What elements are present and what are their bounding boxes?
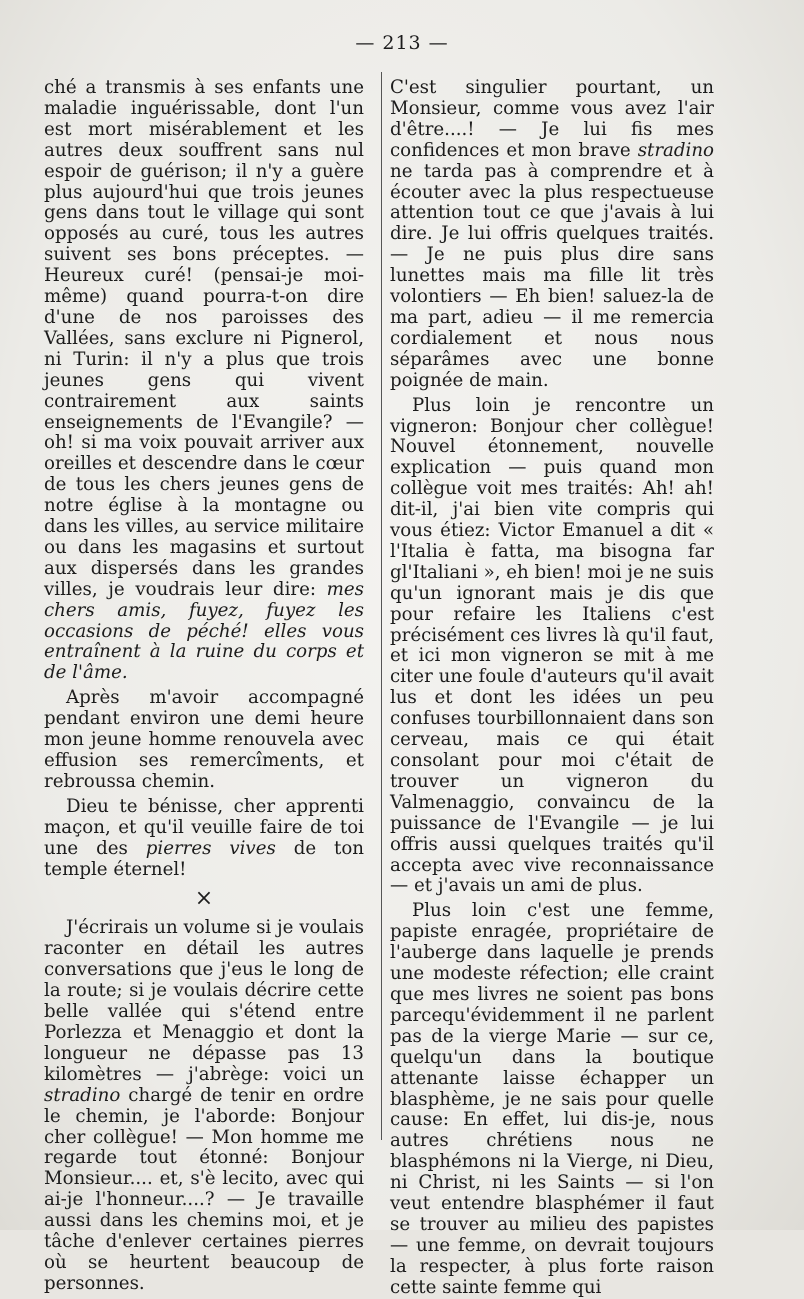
- paragraph-text: ne tarda pas à comprendre et à écouter avec la plus respectueuse attention tout ce que j'avais à lui dire. Je lui offris quelques traités. — Je ne puis plus dire sans lunettes mais ma fille lit très volontiers — Eh bien! saluez-la de ma part, adieu — il me remercia cordialement et nous nous séparâmes avec une bonne poignée de main.: [390, 160, 714, 391]
- right-column: [390, 78, 714, 1299]
- left-column: [44, 78, 364, 1295]
- paragraph: Plus loin c'est une femme, papiste enragée, propriétaire de l'auberge dans laquelle je prends une modeste réfection; elle craint que mes livres ne soient pas bons parcequ'évidemment il ne parlent pas de la vierge Marie — sur ce, quelqu'un dans la boutique attenante laisse échapper un blasphème, je ne sais pour quelle cause: En effet, lui dis-je, nous autres chrétiens nous ne blasphémons ni la Vierge, ni Dieu, ni Christ, ni les Saints — si l'on veut entendre blasphémer il faut se trouver au milieu des papistes — une femme, on devrait toujours la respecter, à plus forte raison cette sainte femme qui: [390, 900, 714, 1298]
- paragraph: [44, 918, 364, 1294]
- paragraph: Après m'avoir accompagné pendant environ une demi heure mon jeune homme renouvela avec effusion ses remercîments, et rebroussa chemin.: [44, 687, 364, 792]
- paragraph: [44, 78, 364, 684]
- paragraph: [390, 78, 714, 392]
- paragraph-text: ché a transmis à ses enfants une maladie inguérissable, dont l'un est mort misérablement et les autres deux souffrent sans nul espoir de guérison; il n'y a guère plus aujourd'hui que trois jeunes gens dans tout le village qui sont opposés au curé, tous les autres suivent ses bons préceptes. — Heureux curé! (pensai-je moi-même) quand pourra-t-on dire d'une de nos paroisses des Vallées, sans exclure ni Pignerol, ni Turin: il n'y a plus que trois jeunes gens qui vivent contrairement aux saints enseignements de l'Evangile? — oh! si ma voix pouvait arriver aux oreilles et descendre dans le cœur de tous les chers jeunes gens de notre église à la montagne ou dans les villes, au service militaire ou dans les magasins et surtout aux dispersés dans les grandes villes, je voudrais leur dire:: [44, 77, 364, 600]
- column-divider: [381, 72, 382, 1140]
- paragraph: Plus loin je rencontre un vigneron: Bonjour cher collègue! Nouvel étonnement, nouvelle explication — puis quand mon collègue voit mes traités: Ah! ah! dit-il, j'ai bien vite compris qui vous étiez: Victor Emanuel a dit « l'Italia è fatta, ma bisogna far gl'Italiani », eh bien! moi je ne suis qu'un ignorant mais je dis que pour refaire les Italiens c'est précisément ces livres là qu'il faut, et ici mon vigneron se mit à me citer une foule d'auteurs qu'il avait lus et dont les idées un peu confuses tourbillonnaient dans son cerveau, mais ce qui était consolant pour moi c'était de trouver un vigneron du Valmenaggio, convaincu de la puissance de l'Evangile — je lui offris aussi quelques traités qu'il accepta avec vive reconnaissance — et j'avais un ami de plus.: [390, 394, 714, 897]
- paragraph-text: C'est singulier pourtant, un Monsieur, comme vous avez l'air d'être....! — Je lui fis mes confidences et mon brave: [390, 77, 714, 161]
- emphasis-text: stradino: [44, 1084, 121, 1106]
- paragraph-text: de ton temple éternel!: [44, 837, 364, 880]
- section-separator: ×: [194, 886, 214, 912]
- page-number: — 213 —: [355, 32, 449, 54]
- paragraph: [44, 797, 364, 881]
- paragraph-text: Dieu te bénisse, cher apprenti maçon, et qu'il veuille faire de toi une des: [44, 795, 364, 859]
- emphasis-text: stradino: [637, 139, 714, 161]
- paragraph-text: J'écrirais un volume si je voulais raconter en détail les autres conversations que j'eus le long de la route; si je voulais décrire cette belle vallée qui s'étend entre Porlezza et Menaggio et dont la longueur ne dépasse pas 13 kilomètres — j'abrège: voici un: [44, 917, 364, 1085]
- emphasis-text: mes chers amis, fuyez, fuyez les occasions de péché! elles vous entraînent à la ruine du corps et de l'âme.: [44, 578, 364, 684]
- emphasis-text: pierres vives: [145, 837, 276, 859]
- paragraph-text: chargé de tenir en ordre le chemin, je l'aborde: Bonjour cher collègue! — Mon homme me regarde tout étonné: Bonjour Monsieur.... et, s'è lecito, avec qui ai-je l'honneur....? — Je travaille aussi dans les chemins moi, et je tâche d'enlever certaines pierres où se heurtent beaucoup de personnes.: [44, 1084, 364, 1294]
